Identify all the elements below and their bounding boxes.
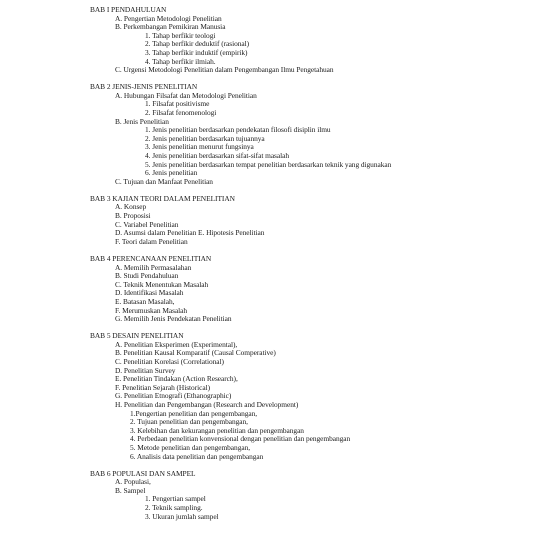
outline-subitem: 5. Jenis penelitian berdasarkan tempat penelitian berdasarkan teknik yang digunakan <box>145 159 392 169</box>
outline-item: B. Jenis Penelitian <box>115 116 169 126</box>
chapter-section <box>0 83 550 186</box>
outline-item: A. Pengertian Metodologi Penelitian <box>115 13 222 23</box>
outline-subitem: 3. Jenis penelitian menurut fungsinya <box>145 142 254 152</box>
outline-item: A. Memilih Permasalahan <box>115 262 192 272</box>
document-page <box>0 6 550 530</box>
outline-subitem: 3. Ukuran jumlah sampel <box>145 511 219 521</box>
outline-subitem: 3. Kelebihan dan kekurangan penelitian dan pengembangan <box>130 425 304 435</box>
chapter-section <box>0 255 550 324</box>
outline-subitem: 3. Tahap berfikir induktif (empirik) <box>145 47 248 57</box>
outline-item: H. Penelitian dan Pengembangan (Research and Development) <box>115 399 299 409</box>
outline-item: A. Hubungan Filsafat dan Metodologi Penelitian <box>115 90 257 100</box>
outline-item: A. Populasi, <box>115 477 151 487</box>
outline-subitem: 5. Metode penelitian dan pengembangan, <box>130 442 251 452</box>
outline-item: C. Variabel Penelitian <box>115 219 179 229</box>
outline-subitem: 2. Teknik sampling. <box>145 502 203 512</box>
chapter-heading: BAB 3 KAJIAN TEORI DALAM PENELITIAN <box>90 193 235 203</box>
chapter-heading: BAB 6 POPULASI DAN SAMPEL <box>90 468 196 478</box>
outline-item: C. Tujuan dan Manfaat Penelitian <box>115 176 213 186</box>
outline-item: G. Memilih Jenis Pendekatan Penelitian <box>115 314 232 324</box>
outline-item: F. Teori dalam Penelitian <box>115 236 188 246</box>
outline-item: D. Identifikasi Masalah <box>115 288 184 298</box>
outline-subitem: 1. Jenis penelitian berdasarkan pendekatan filosofi disiplin ilmu <box>145 125 331 135</box>
chapter-section <box>0 195 550 247</box>
outline-subitem: 2. Tahap berfikir deduktif (rasional) <box>145 39 250 49</box>
outline-item: E. Penelitian Tindakan (Action Research), <box>115 374 238 384</box>
outline-subitem: 1. Filsafat positivisme <box>145 99 210 109</box>
outline-item: G. Penelitian Etnografi (Ethanographic) <box>115 391 232 401</box>
outline-subitem: 2. Filsafat fenomenologi <box>145 108 217 118</box>
outline-item: B. Studi Pendahuluan <box>115 271 179 281</box>
outline-item: A. Konsep <box>115 202 147 212</box>
outline-item: C. Urgensi Metodologi Penelitian dalam Pengembangan Ilmu Pengetahuan <box>115 65 334 75</box>
outline-subitem: 1. Tahap berfikir teologi <box>145 30 216 40</box>
outline-item: B. Proposisi <box>115 211 151 221</box>
outline-subitem: 6. Jenis penelitian <box>145 168 198 178</box>
outline-subitem: 6. Analisis data penelitian dan pengembangan <box>130 451 264 461</box>
chapter-heading: BAB I PENDAHULUAN <box>90 5 167 14</box>
outline-subitem: 1.Pengertian penelitian dan pengembangan, <box>130 408 258 418</box>
outline-subitem: 2. Tujuan penelitian dan pengembangan, <box>130 417 248 427</box>
chapter-heading: BAB 2 JENIS-JENIS PENELITIAN <box>90 82 198 92</box>
outline-subitem: 1. Pengertian sampel <box>145 494 206 504</box>
outline-item: D. Penelitian Survey <box>115 365 176 375</box>
outline-subitem: 4. Perbedaan penelitian konvensional dengan penelitian dan pengembangan <box>130 434 351 444</box>
outline-item: F. Penelitian Sejarah (Historical) <box>115 382 210 392</box>
chapter-heading: BAB 4 PERENCANAAN PENELITIAN <box>90 253 212 263</box>
outline-item: D. Asumsi dalam Penelitian E. Hipotesis Penelitian <box>115 228 265 238</box>
outline-item: B. Sampel <box>115 485 146 495</box>
outline-subitem: 4. Jenis penelitian berdasarkan sifat-sifat masalah <box>145 151 289 160</box>
outline-subitem: 2. Jenis penelitian berdasarkan tujuannya <box>145 133 265 143</box>
outline-item: E. Batasan Masalah, <box>115 296 175 306</box>
chapter-section <box>0 6 550 75</box>
outline-item: B. Perkembangan Pemikiran Manusia <box>115 22 226 32</box>
outline-item: B. Penelitian Kausal Komparatif (Causal Comperative) <box>115 348 276 358</box>
chapter-section <box>0 332 550 461</box>
chapter-heading: BAB 5 DESAIN PENELITIAN <box>90 331 184 341</box>
outline-subitem: 4. Tahap berfikir ilmiah. <box>145 56 216 66</box>
outline-item: C. Penelitian Korelasi (Correlational) <box>115 356 224 366</box>
outline-item: A. Penelitian Eksperimen (Experimental), <box>115 339 238 349</box>
chapter-section <box>0 470 550 522</box>
outline-item: C. Teknik Menentukan Masalah <box>115 279 209 289</box>
outline-item: F. Merumuskan Masalah <box>115 305 188 315</box>
